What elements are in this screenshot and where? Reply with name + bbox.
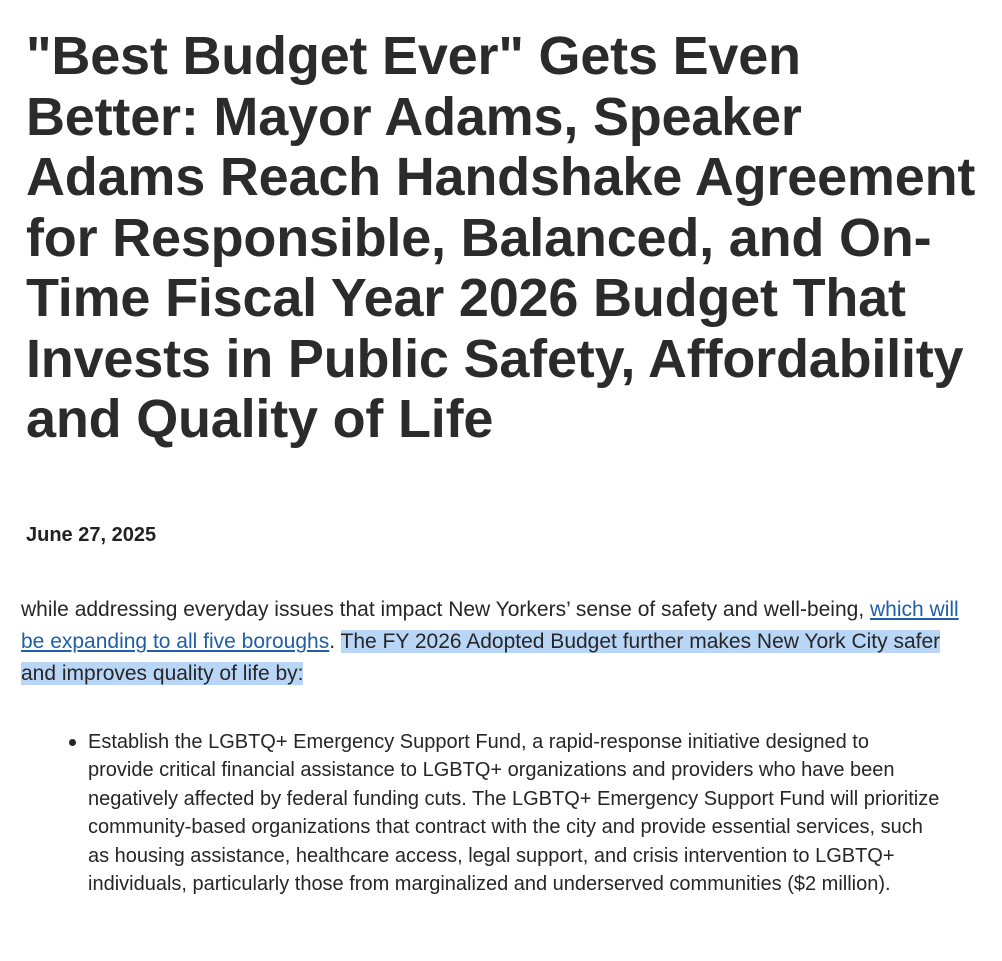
article-headline: "Best Budget Ever" Gets Even Better: Mayor Adams, Speaker Adams Reach Handshake Agreement for Responsible, Balanced, and On-Time Fiscal Year 2026 Budget That Invests in Public Safety, Affordability and Quality of Life xyxy=(26,26,976,449)
selected-text[interactable]: The FY 2026 Adopted Budget further makes New York City safer and improves quality of life by: xyxy=(21,630,941,685)
list-item-text: Establish the LGBTQ+ Emergency Support Fund, a rapid-response initiative designed to provide critical financial assistance to LGBTQ+ organizations and providers who have been negatively affected by federal funding cuts. The LGBTQ+ Emergency Support Fund will prioritize community-based organizations that contract with the city and provide essential services, such as housing assistance, healthcare access, legal support, and crisis intervention to LGBTQ+ individuals, particularly those from marginalized and underserved communities ($2 million). xyxy=(88,731,940,896)
body-paragraph xyxy=(21,594,961,690)
publish-date: June 27, 2025 xyxy=(26,524,157,546)
bullet-list xyxy=(60,728,940,898)
five-boroughs-link[interactable]: which will be expanding to all five boroughs xyxy=(21,598,959,653)
paragraph-text-after-link: . xyxy=(329,630,341,653)
list-item xyxy=(60,728,940,898)
bullet-icon xyxy=(69,739,76,746)
paragraph-text: while addressing everyday issues that impact New Yorkers’ sense of safety and well-being, xyxy=(21,598,870,621)
